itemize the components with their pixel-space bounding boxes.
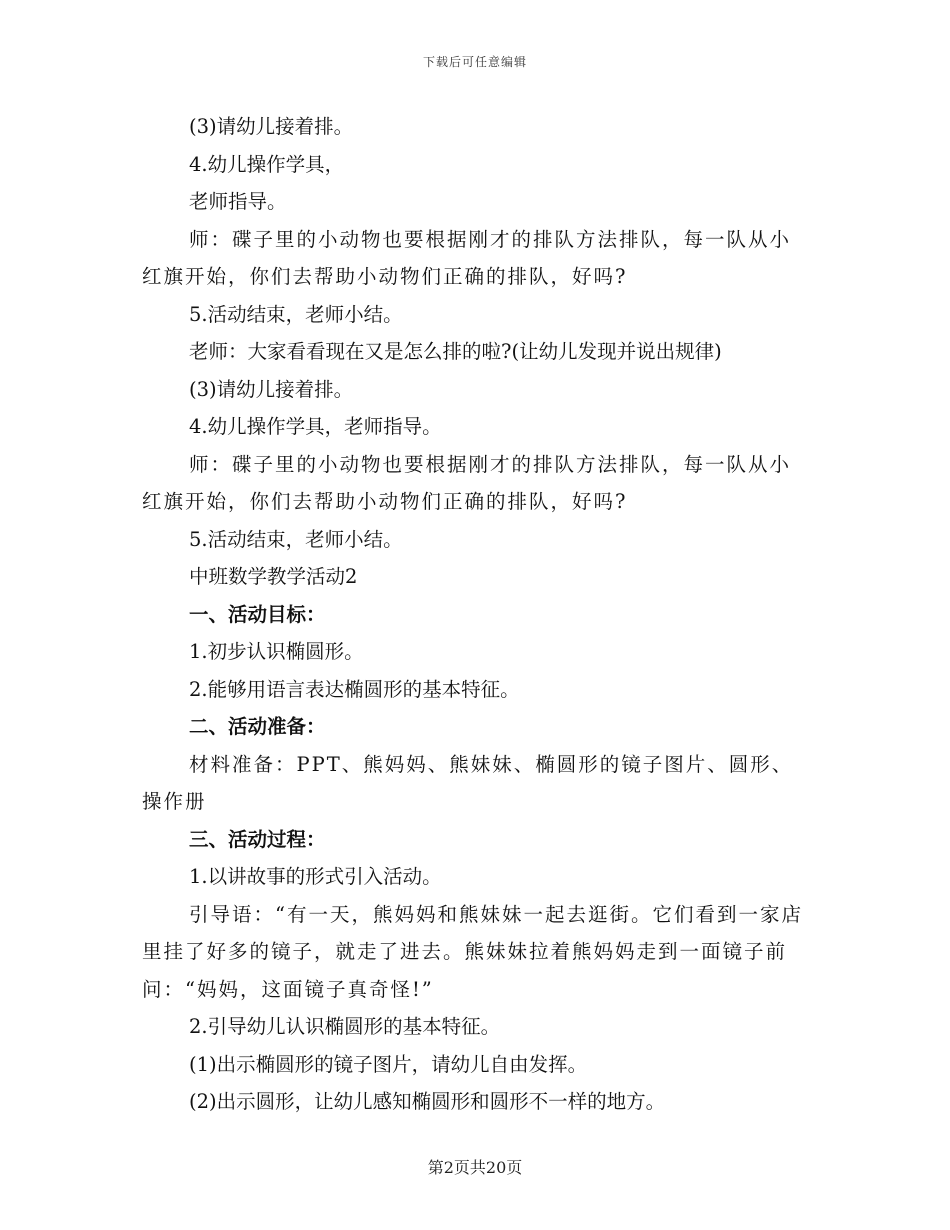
- section-heading: 一、活动目标：: [189, 602, 326, 626]
- document-body: [142, 108, 810, 1121]
- paragraph: 4.幼儿操作学具，老师指导。: [189, 415, 442, 438]
- section-title: 中班数学教学活动2: [189, 565, 358, 588]
- paragraph: 2.引导幼儿认识椭圆形的基本特征。: [189, 1015, 501, 1038]
- paragraph: 老师：大家看看现在又是怎么排的啦?(让幼儿发现并说出规律): [189, 340, 722, 363]
- paragraph: 5.活动结束，老师小结。: [189, 527, 403, 551]
- section-heading: 二、活动准备：: [189, 715, 326, 738]
- page-header: 下载后可任意编辑: [422, 55, 527, 69]
- section-heading: 三、活动过程：: [189, 827, 326, 851]
- paragraph: 4.幼儿操作学具，: [189, 152, 345, 176]
- paragraph: (3)请幼儿接着排。: [189, 115, 354, 138]
- page-footer: 第2页共20页: [427, 1158, 523, 1177]
- paragraph: (2)出示圆形，让幼儿感知椭圆形和圆形不一样的地方。: [189, 1090, 666, 1113]
- paragraph: 材料准备：PPT、熊妈妈、熊妹妹、椭圆形的镜子图片、圆形、操作册: [142, 752, 794, 813]
- paragraph: 师：碟子里的小动物也要根据刚才的排队方法排队，每一队从小红旗开始，你们去帮助小动物们正确的排队，好吗?: [142, 452, 792, 513]
- paragraph: 2.能够用语言表达椭圆形的基本特征。: [189, 677, 520, 701]
- paragraph: 师：碟子里的小动物也要根据刚才的排队方法排队，每一队从小红旗开始，你们去帮助小动物们正确的排队，好吗?: [142, 227, 792, 288]
- paragraph: 1.初步认识椭圆形。: [189, 640, 364, 663]
- paragraph: 引导语：“有一天，熊妈妈和熊妹妹一起去逛街。它们看到一家店里挂了好多的镜子，就走了进去。熊妹妹拉着熊妈妈走到一面镜子前问：“妈妈，这面镜子真奇怪!”: [142, 902, 803, 1001]
- paragraph: (1)出示椭圆形的镜子图片，请幼儿自由发挥。: [189, 1052, 588, 1076]
- paragraph: 老师指导。: [189, 190, 287, 213]
- paragraph: (3)请幼儿接着排。: [189, 377, 354, 401]
- paragraph: 5.活动结束，老师小结。: [189, 302, 403, 326]
- paragraph: 1.以讲故事的形式引入活动。: [189, 865, 442, 888]
